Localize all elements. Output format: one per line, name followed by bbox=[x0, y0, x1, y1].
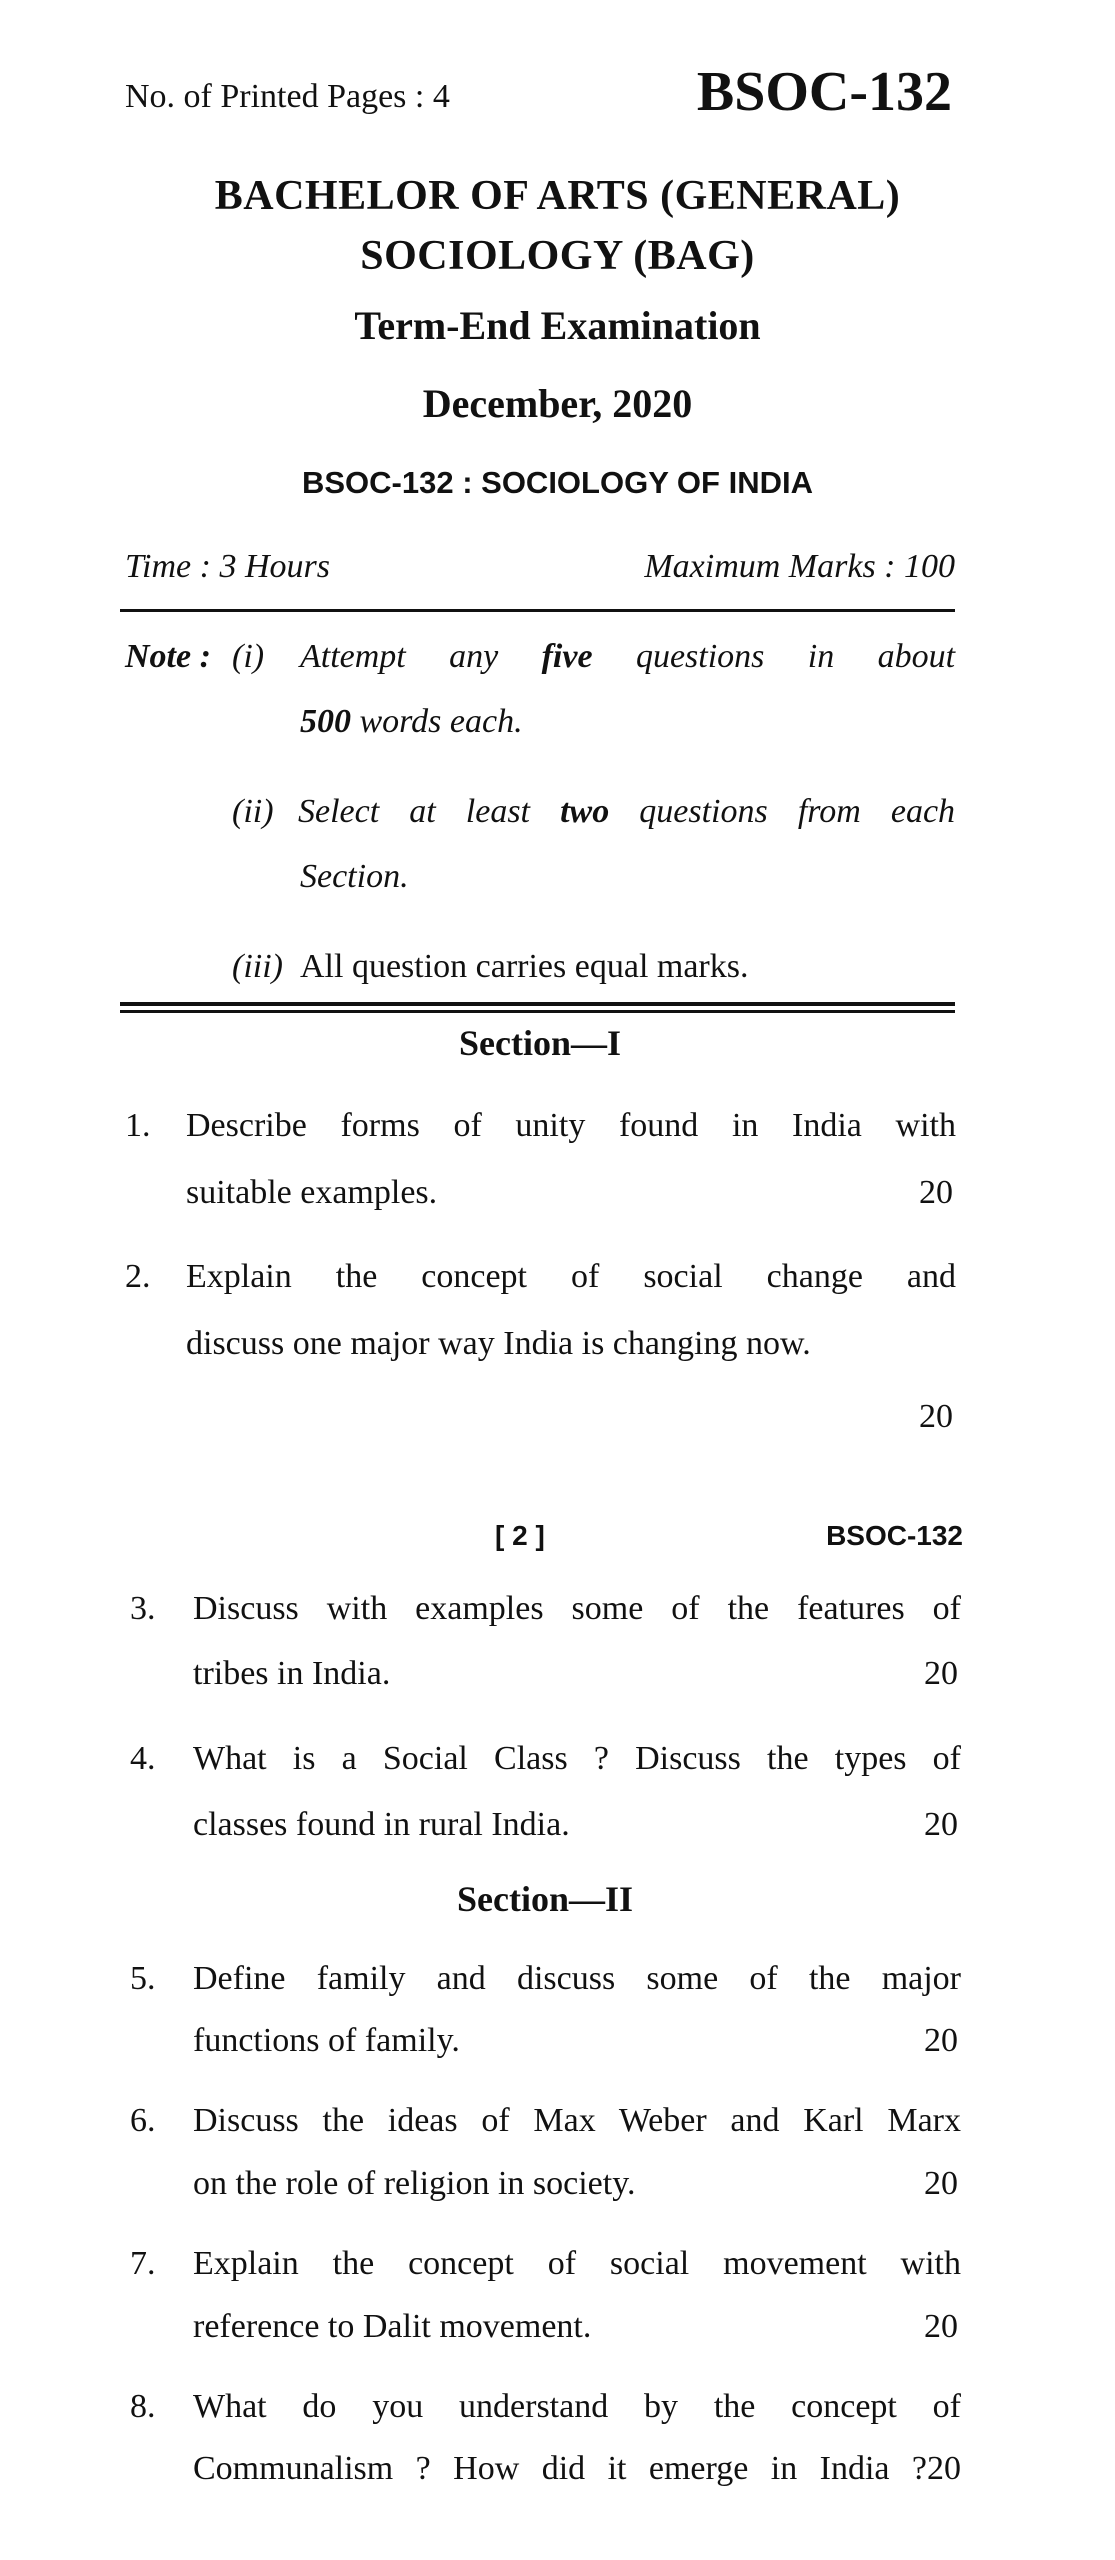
question-number: 6. bbox=[130, 2102, 156, 2139]
question-text: Discuss with examples some of the features of bbox=[193, 1590, 961, 1627]
question-text: tribes in India. bbox=[193, 1655, 391, 1692]
question-text: reference to Dalit movement. bbox=[193, 2308, 592, 2345]
question-text: Discuss the ideas of Max Weber and Karl Marx bbox=[193, 2102, 961, 2139]
note-label: Note : bbox=[125, 638, 211, 675]
note-item-text: Attempt any five questions in about bbox=[300, 638, 956, 675]
note-item-number: (i) bbox=[232, 638, 265, 675]
maximum-marks: Maximum Marks : 100 bbox=[644, 548, 955, 585]
question-text: functions of family. bbox=[193, 2022, 460, 2059]
question-marks: 20 bbox=[924, 2165, 958, 2202]
divider bbox=[120, 1010, 955, 1013]
note-item-text: Section. bbox=[300, 858, 409, 895]
question-text: Describe forms of unity found in India with bbox=[186, 1107, 956, 1144]
course-code: BSOC-132 bbox=[696, 61, 952, 123]
question-number: 5. bbox=[130, 1960, 156, 1997]
question-number: 2. bbox=[125, 1258, 151, 1295]
question-text: discuss one major way India is changing now. bbox=[186, 1325, 811, 1362]
exam-title: Term-End Examination bbox=[354, 303, 761, 348]
question-number: 7. bbox=[130, 2245, 156, 2282]
question-number: 1. bbox=[125, 1107, 151, 1144]
question-number: 3. bbox=[130, 1590, 156, 1627]
question-marks: 20 bbox=[924, 2308, 958, 2345]
time-allowed: Time : 3 Hours bbox=[125, 548, 330, 585]
question-text: Communalism ? How did it emerge in India ?20 bbox=[193, 2450, 961, 2487]
page-course-code: BSOC-132 bbox=[826, 1520, 963, 1551]
exam-session: December, 2020 bbox=[422, 381, 693, 426]
question-marks: 20 bbox=[919, 1174, 953, 1211]
printed-pages: No. of Printed Pages : 4 bbox=[125, 78, 450, 115]
subject-title: SOCIOLOGY (BAG) bbox=[360, 233, 755, 279]
programme-title: BACHELOR OF ARTS (GENERAL) bbox=[214, 173, 901, 219]
page-number: [ 2 ] bbox=[495, 1520, 545, 1551]
note-item-text: All question carries equal marks. bbox=[300, 948, 749, 985]
note-item-number: (ii) bbox=[232, 793, 274, 830]
question-number: 8. bbox=[130, 2388, 156, 2425]
question-marks: 20 bbox=[924, 1655, 958, 1692]
question-number: 4. bbox=[130, 1740, 156, 1777]
section-heading: Section—II bbox=[456, 1879, 633, 1919]
note-item-number: (iii) bbox=[232, 948, 283, 985]
question-text: classes found in rural India. bbox=[193, 1806, 570, 1843]
question-marks: 20 bbox=[924, 1806, 958, 1843]
question-text: What is a Social Class ? Discuss the types of bbox=[193, 1740, 961, 1777]
paper-title: BSOC-132 : SOCIOLOGY OF INDIA bbox=[301, 465, 813, 500]
note-item-text: Select at least two questions from each bbox=[298, 793, 956, 830]
question-text: What do you understand by the concept of bbox=[193, 2388, 961, 2425]
divider bbox=[120, 609, 955, 612]
section-heading: Section—I bbox=[459, 1023, 621, 1063]
question-text: suitable examples. bbox=[186, 1174, 438, 1211]
note-item-text: 500 words each. bbox=[300, 703, 523, 740]
question-text: Explain the concept of social change and bbox=[186, 1258, 956, 1295]
question-text: on the role of religion in society. bbox=[193, 2165, 636, 2202]
question-marks: 20 bbox=[924, 2022, 958, 2059]
question-marks: 20 bbox=[919, 1398, 953, 1435]
question-text: Define family and discuss some of the major bbox=[193, 1960, 961, 1997]
divider bbox=[120, 1002, 955, 1006]
question-text: Explain the concept of social movement with bbox=[193, 2245, 961, 2282]
